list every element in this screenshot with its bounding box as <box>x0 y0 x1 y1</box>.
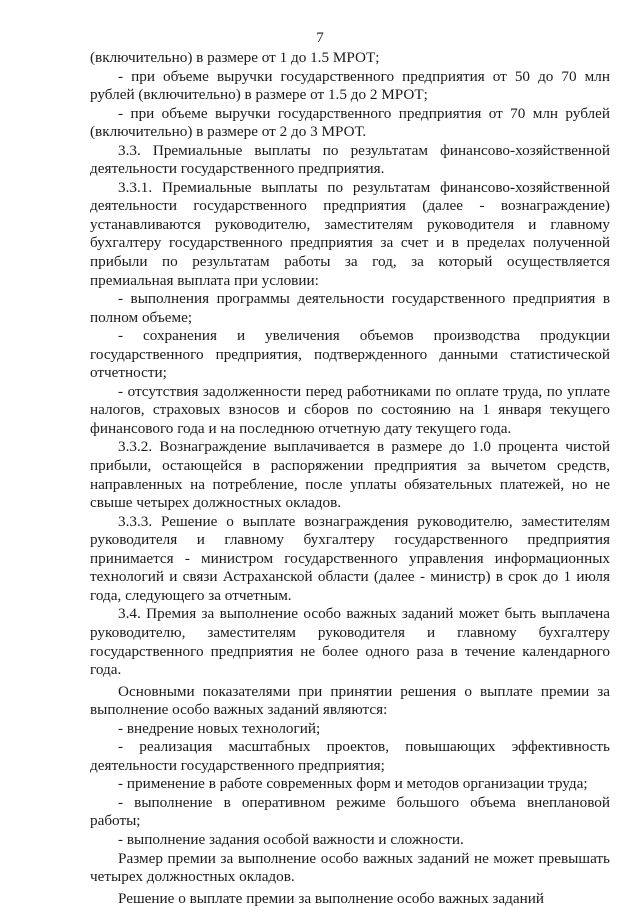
paragraph: Основными показателями при принятии решения о выплате премии за выполнение особо важных заданий являются: <box>90 682 610 719</box>
paragraph: 3.3.3. Решение о выплате вознаграждения руководителю, заместителям руководителя и главному бухгалтеру государственного предприятия принимается - министром государственного управления информационных технологий и связи Астраханской области (далее - министр) в срок до 1 июля года, следующего за отчетным. <box>90 512 610 604</box>
paragraph: 3.3.1. Премиальные выплаты по результатам финансово-хозяйственной деятельности государственного предприятия (далее - вознаграждение) устанавливаются руководителю, заместителям руководителя и главному бухгалтеру государственного предприятия за счет и в пределах полученной прибыли по результатам работы за год, за который осуществляется премиальная выплата при условии: <box>90 178 610 289</box>
paragraph: - применение в работе современных форм и методов организации труда; <box>118 775 588 793</box>
paragraph: Размер премии за выполнение особо важных заданий не может превышать четырех должностных окладов. <box>90 849 610 886</box>
paragraph: 3.3. Премиальные выплаты по результатам финансово-хозяйственной деятельности государственного предприятия. <box>90 141 610 178</box>
paragraph: (включительно) в размере от 1 до 1.5 МРОТ; <box>90 49 380 66</box>
paragraph: 3.4. Премия за выполнение особо важных заданий может быть выплачена руководителю, заместителям руководителя и главному бухгалтеру государственного предприятия не более одного раза в течение календарного года. <box>90 605 610 679</box>
paragraph: - реализация масштабных проектов, повышающих эффективность деятельности государственного предприятия; <box>90 738 610 774</box>
page-number: 7 <box>316 30 324 46</box>
paragraph: - внедрение новых технологий; <box>118 719 321 737</box>
paragraph: - выполнение задания особой важности и сложности. <box>118 830 464 848</box>
paragraph: - выполнение в оперативном режиме большого объема внеплановой работы; <box>90 793 610 830</box>
paragraph: - отсутствия задолженности перед работниками по оплате труда, по уплате налогов, страховых взносов и сборов по состоянию на 1 января текущего финансового года и на последнюю отчетную дату текущего года. <box>90 382 610 437</box>
paragraph: 3.3.2. Вознаграждение выплачивается в размере до 1.0 процента чистой прибыли, остающейся в распоряжении предприятия за вычетом средств, направленных на потребление, после уплаты обязательных платежей, но не свыше четырех должностных окладов. <box>90 438 610 512</box>
paragraph: - при объеме выручки государственного предприятия от 50 до 70 млн рублей (включительно) в размере от 1.5 до 2 МРОТ; <box>90 67 610 104</box>
paragraph: Решение о выплате премии за выполнение особо важных заданий <box>118 889 544 907</box>
paragraph: - сохранения и увеличения объемов производства продукции государственного предприятия, подтвержденного данными статистической отчетности; <box>90 327 610 382</box>
paragraph: - выполнения программы деятельности государственного предприятия в полном объеме; <box>90 290 610 326</box>
paragraph: - при объеме выручки государственного предприятия от 70 млн рублей (включительно) в размере от 2 до 3 МРОТ. <box>90 104 610 141</box>
document-body <box>90 49 610 908</box>
